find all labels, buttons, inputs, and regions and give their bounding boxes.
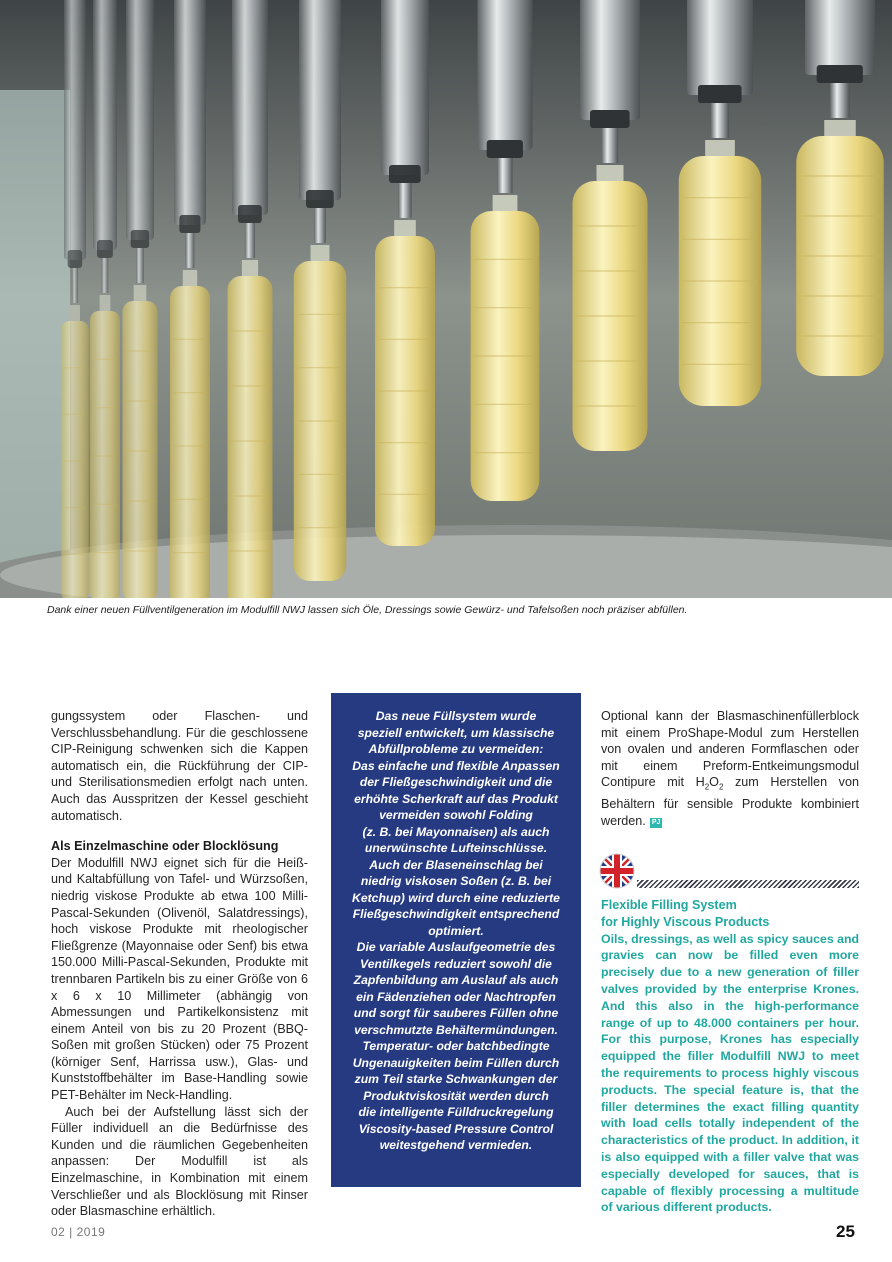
valve-nozzle — [601, 128, 618, 163]
valve-body — [93, 0, 117, 250]
valve-collar — [698, 85, 742, 103]
english-title-line-1: Flexible Filling System — [601, 898, 737, 912]
highlight-line: Fließgeschwindigkeit entsprechend — [352, 907, 560, 921]
valve-body — [478, 0, 533, 150]
photo-caption: Dank einer neuen Füllventilgeneration im Modulfill NWJ lassen sich Öle, Dressings sowie Gewürz- und Tafelsoßen noch präziser abfüllen. — [47, 604, 688, 616]
right-paragraph: Optional kann der Blasmaschinenfüllerblock mit einem ProShape-Modul zum Herstellen von ovalen und anderen Formflaschen oder mit einem Preform-Entkeimungsmodul Contipure mit $H_2O_2$ zum Herstellen von Behältern für sensible Produkte kombiniert werden. PJ — [601, 709, 859, 829]
valve-collar — [306, 190, 334, 208]
uk-flag-icon — [599, 853, 635, 889]
highlight-line: die intelligente Fülldruckregelung — [358, 1105, 554, 1119]
highlight-line: Ungenauigkeiten beim Füllen durch — [352, 1055, 560, 1070]
valve-body — [580, 0, 640, 120]
highlight-box — [331, 693, 581, 1187]
highlight-line: Viscosity-based Pressure Control — [358, 1121, 554, 1136]
bottle-neck — [70, 305, 80, 321]
valve-body — [805, 0, 875, 75]
bottle-neck — [394, 220, 416, 236]
highlight-line: ein Fädenziehen oder Nachtropfen — [356, 989, 556, 1004]
highlight-line: Produktviskosität werden durch — [363, 1088, 549, 1103]
highlight-line: Ventilkegels reduziert sowohl die — [360, 956, 552, 971]
valve-collar — [389, 165, 421, 183]
bottle-neck — [134, 285, 147, 301]
english-body: Oils, dressings, as well as spicy sauces and gravies can now be filled even more precisely due to a new generation of filler valves provided by the enterprise Krones. And this also in the high-performance range of up to 48.000 containers per hour. For this purpose, Krones has especially equipped the filler Modulfill NWJ to meet the requirements to process highly viscous products. The special feature is, that the filler determines the exact filling quantity with load cells totally independent of the characteristics of the product. In addition, it is also equipped with a filler valve that was especially developed for sauces, that is capable of flexibly processing a multitude of various different products. — [601, 931, 859, 1215]
valve-collar — [817, 65, 863, 83]
bottle-neck — [824, 120, 856, 136]
highlight-line: erhöhte Scherkraft auf das Produkt — [354, 791, 558, 806]
filling-machine-illustration — [0, 0, 892, 598]
highlight-line: Abfüllprobleme zu vermeiden: — [368, 742, 544, 756]
h2o2-formula: $H_2O_2$ — [695, 775, 724, 792]
valve-collar — [68, 250, 83, 268]
valve-nozzle — [497, 158, 512, 193]
bottle-neck — [183, 270, 197, 286]
bottle-neck — [705, 140, 735, 156]
valve-nozzle — [711, 103, 729, 138]
section-heading: Als Einzelmaschine oder Blocklösung — [51, 839, 279, 854]
highlight-line: verschmutzte Behältermündungen. — [354, 1022, 558, 1037]
left-paragraph-3: Auch bei der Aufstellung lässt sich der Füller individuell an die Bedürfnisse des Kunden und die räumlichen Gegebenheiten anpassen: Der Modulfill ist als Einzelmaschine, in Kombination mit einem Verschließer und als Blocklösung mit Rinser oder Blasmaschine erhältlich. — [51, 1104, 308, 1219]
bottle-body — [61, 321, 89, 598]
highlight-line: und sorgt für sauberes Füllen ohne — [353, 1006, 559, 1020]
bottle-body — [90, 311, 120, 598]
highlight-line: speziell entwickelt, um klassische — [357, 725, 555, 740]
highlight-line: niedrig viskosen Soßen (z. B. bei — [360, 874, 552, 888]
valve-nozzle — [830, 83, 850, 118]
valve-nozzle — [102, 258, 109, 293]
highlight-line: Die variable Auslaufgeometrie des — [356, 940, 556, 954]
hero-photo — [0, 0, 892, 598]
highlight-line: der Fließgeschwindigkeit und die — [359, 775, 553, 789]
valve-collar — [97, 240, 113, 258]
highlight-line: Ketchup) wird durch eine reduzierte — [352, 890, 560, 905]
bottle-neck — [311, 245, 330, 261]
valve-collar — [179, 215, 200, 233]
valve-body — [126, 0, 154, 240]
bottle-body — [170, 286, 210, 598]
left-paragraph-2: Der Modulfill NWJ eignet sich für die Heiß- und Kaltabfüllung von Tafel- und Würzsoßen, niedrig viskose Produkte ab etwa 100 Milli-Pascal-Sekunden (Olivenöl, Salatdressings), hoch viskose Produkte mit rheologischer Fließgrenze (Mayonnaise oder Senf) bis etwa 150.000 Milli-Pascal-Sekunden, Produkte mit trennbaren Partikeln bis zu einer Größe von 6 x 6 x 10 Millimeter (abhängig von Abmessungen und Partikelkonsistenz mit einem Anteil von bis zu 20 Prozent (BBQ-Soßen mit großen Stücken) oder 75 Prozent (körniger Senf, Harrissa usw.), Glas- und Kunststoffbehälter im Base-Handling sowie PET-Behälter im Neck-Handling. — [51, 855, 308, 1103]
end-mark-badge: PJ — [651, 819, 661, 827]
issue-number: 02 | 2019 — [51, 1225, 106, 1239]
highlight-line: weitestgehend vermieden. — [379, 1138, 533, 1152]
valve-body — [381, 0, 429, 175]
highlight-line: (z. B. bei Mayonnaisen) als auch — [362, 824, 550, 839]
highlight-line: zum Teil starke Schwankungen der — [354, 1072, 558, 1086]
left-column — [51, 708, 308, 1220]
bottle-neck — [242, 260, 258, 276]
valve-nozzle — [136, 248, 144, 283]
bottle-body — [228, 276, 273, 598]
highlight-line: unerwünschte Lufteinschlüsse. — [364, 841, 548, 855]
valve-body — [687, 0, 753, 95]
hatched-divider — [637, 880, 859, 888]
highlight-line: Zapfenbildung am Auslauf als auch — [353, 973, 559, 987]
english-summary — [601, 897, 859, 1216]
valve-nozzle — [185, 233, 194, 268]
valve-body — [64, 0, 86, 260]
highlight-line: Das neue Füllsystem wurde — [375, 709, 537, 723]
left-paragraph-1: gungssystem oder Flaschen- und Verschlussbehandlung. Für die geschlossene CIP-Reinigung schwenken sich die Kappen automatisch ein, die Rückführung der CIP- und Sterilisationsmedien erfolgt nach unten. Auch das Ausspritzen der Kessel geschieht automatisch. — [51, 709, 308, 823]
valve-nozzle — [72, 268, 78, 303]
valve-collar — [238, 205, 262, 223]
valve-collar — [487, 140, 523, 158]
valve-body — [174, 0, 206, 225]
highlight-line: Temperatur- oder batchbedingte — [362, 1039, 550, 1053]
bottle-body — [123, 301, 158, 598]
valve-body — [232, 0, 268, 215]
valve-nozzle — [398, 183, 411, 218]
english-title-line-2: for Highly Viscous Products — [601, 914, 770, 929]
page-number: 25 — [836, 1222, 855, 1241]
valve-collar — [131, 230, 149, 248]
valve-body — [299, 0, 341, 200]
bottle-neck — [100, 295, 111, 311]
valve-nozzle — [314, 208, 326, 243]
highlight-line: optimiert. — [428, 923, 484, 938]
bottle-neck — [597, 165, 624, 181]
highlight-line: Auch der Blaseneinschlag bei — [369, 857, 543, 872]
highlight-line: vermeiden sowohl Folding — [379, 808, 533, 822]
valve-collar — [590, 110, 630, 128]
valve-nozzle — [245, 223, 255, 258]
bottle-neck — [493, 195, 518, 211]
right-column — [601, 708, 859, 830]
highlight-line: Das einfache und flexible Anpassen — [352, 758, 560, 773]
